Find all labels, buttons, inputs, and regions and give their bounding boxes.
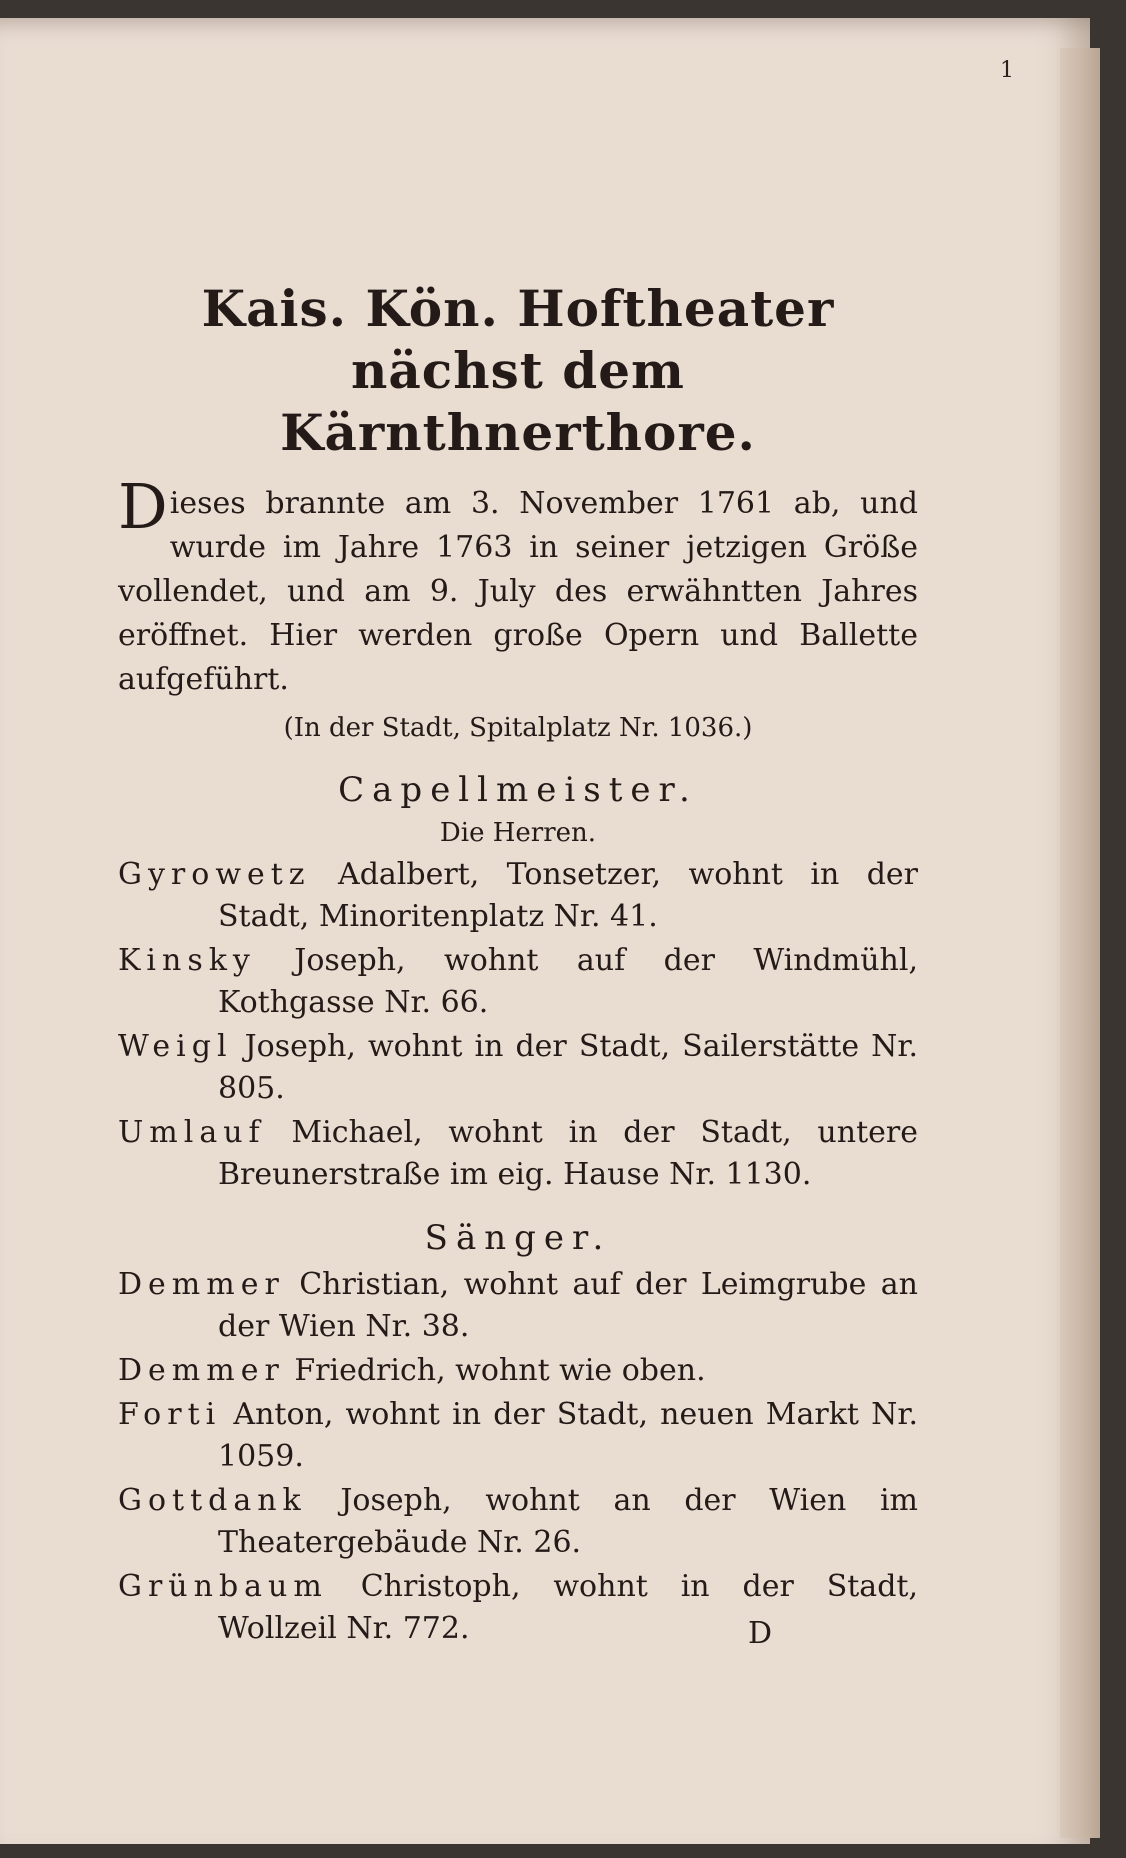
entry-text: Friedrich, wohnt wie oben. bbox=[294, 1353, 706, 1388]
list-item bbox=[118, 1394, 918, 1478]
entry-name: Demmer bbox=[118, 1267, 285, 1302]
list-item bbox=[118, 1112, 918, 1196]
catchword: D bbox=[748, 1616, 773, 1651]
list-item bbox=[118, 854, 918, 938]
entry-name: Grünbaum bbox=[118, 1569, 328, 1604]
entry-text: Christoph, wohnt in der Stadt, Wollzeil Nr. 772. bbox=[218, 1569, 918, 1646]
entry-text: Joseph, wohnt an der Wien im Theatergebäude Nr. 26. bbox=[218, 1483, 918, 1560]
page-content bbox=[118, 278, 918, 1650]
entry-text: Joseph, wohnt auf der Windmühl, Kothgasse Nr. 66. bbox=[218, 943, 918, 1020]
list-item bbox=[118, 1264, 918, 1348]
entry-name: Weigl bbox=[118, 1029, 233, 1064]
drop-cap: D bbox=[118, 470, 168, 543]
section-heading-capellmeister: Capellmeister. bbox=[338, 770, 698, 810]
entry-name: Gyrowetz bbox=[118, 857, 311, 892]
intro-text: ieses brannte am 3. November 1761 ab, und wurde im Jahre 1763 in seiner jetzigen Größe vollendet, und am 9. July des erwähntten Jahres eröffnet. Hier werden große Opern und Ballette aufgeführt. bbox=[118, 486, 918, 697]
entry-name: Forti bbox=[118, 1397, 222, 1432]
list-item bbox=[118, 1480, 918, 1564]
entry-text: Michael, wohnt in der Stadt, untere Breunerstraße im eig. Hause Nr. 1130. bbox=[218, 1115, 918, 1192]
title-line-2: Kärnthnerthore. bbox=[280, 403, 756, 462]
book-page bbox=[0, 18, 1090, 1844]
section-heading-saenger: Sänger. bbox=[424, 1218, 612, 1258]
list-item bbox=[118, 1350, 918, 1392]
entry-name: Demmer bbox=[118, 1353, 285, 1388]
entry-name: Kinsky bbox=[118, 943, 256, 978]
intro-paragraph bbox=[118, 470, 918, 702]
page-mark: 1 bbox=[1000, 58, 1014, 83]
entry-text: Adalbert, Tonsetzer, wohnt in der Stadt, Minoritenplatz Nr. 41. bbox=[218, 857, 918, 934]
page-edge bbox=[1060, 48, 1100, 1838]
entry-text: Joseph, wohnt in der Stadt, Sailerstätte Nr. 805. bbox=[218, 1029, 918, 1106]
list-item bbox=[118, 1566, 918, 1650]
title-line-1: Kais. Kön. Hoftheater nächst dem bbox=[201, 279, 835, 400]
theatre-address: (In der Stadt, Spitalplatz Nr. 1036.) bbox=[283, 713, 753, 743]
entry-name: Umlauf bbox=[118, 1115, 266, 1150]
entry-name: Gottdank bbox=[118, 1483, 307, 1518]
page-title bbox=[118, 278, 918, 464]
entry-text: Christian, wohnt auf der Leimgrube an der Wien Nr. 38. bbox=[218, 1267, 918, 1344]
list-item bbox=[118, 1026, 918, 1110]
list-item bbox=[118, 940, 918, 1024]
entry-text: Anton, wohnt in der Stadt, neuen Markt Nr. 1059. bbox=[218, 1397, 918, 1474]
section-subheading: Die Herren. bbox=[439, 818, 597, 848]
